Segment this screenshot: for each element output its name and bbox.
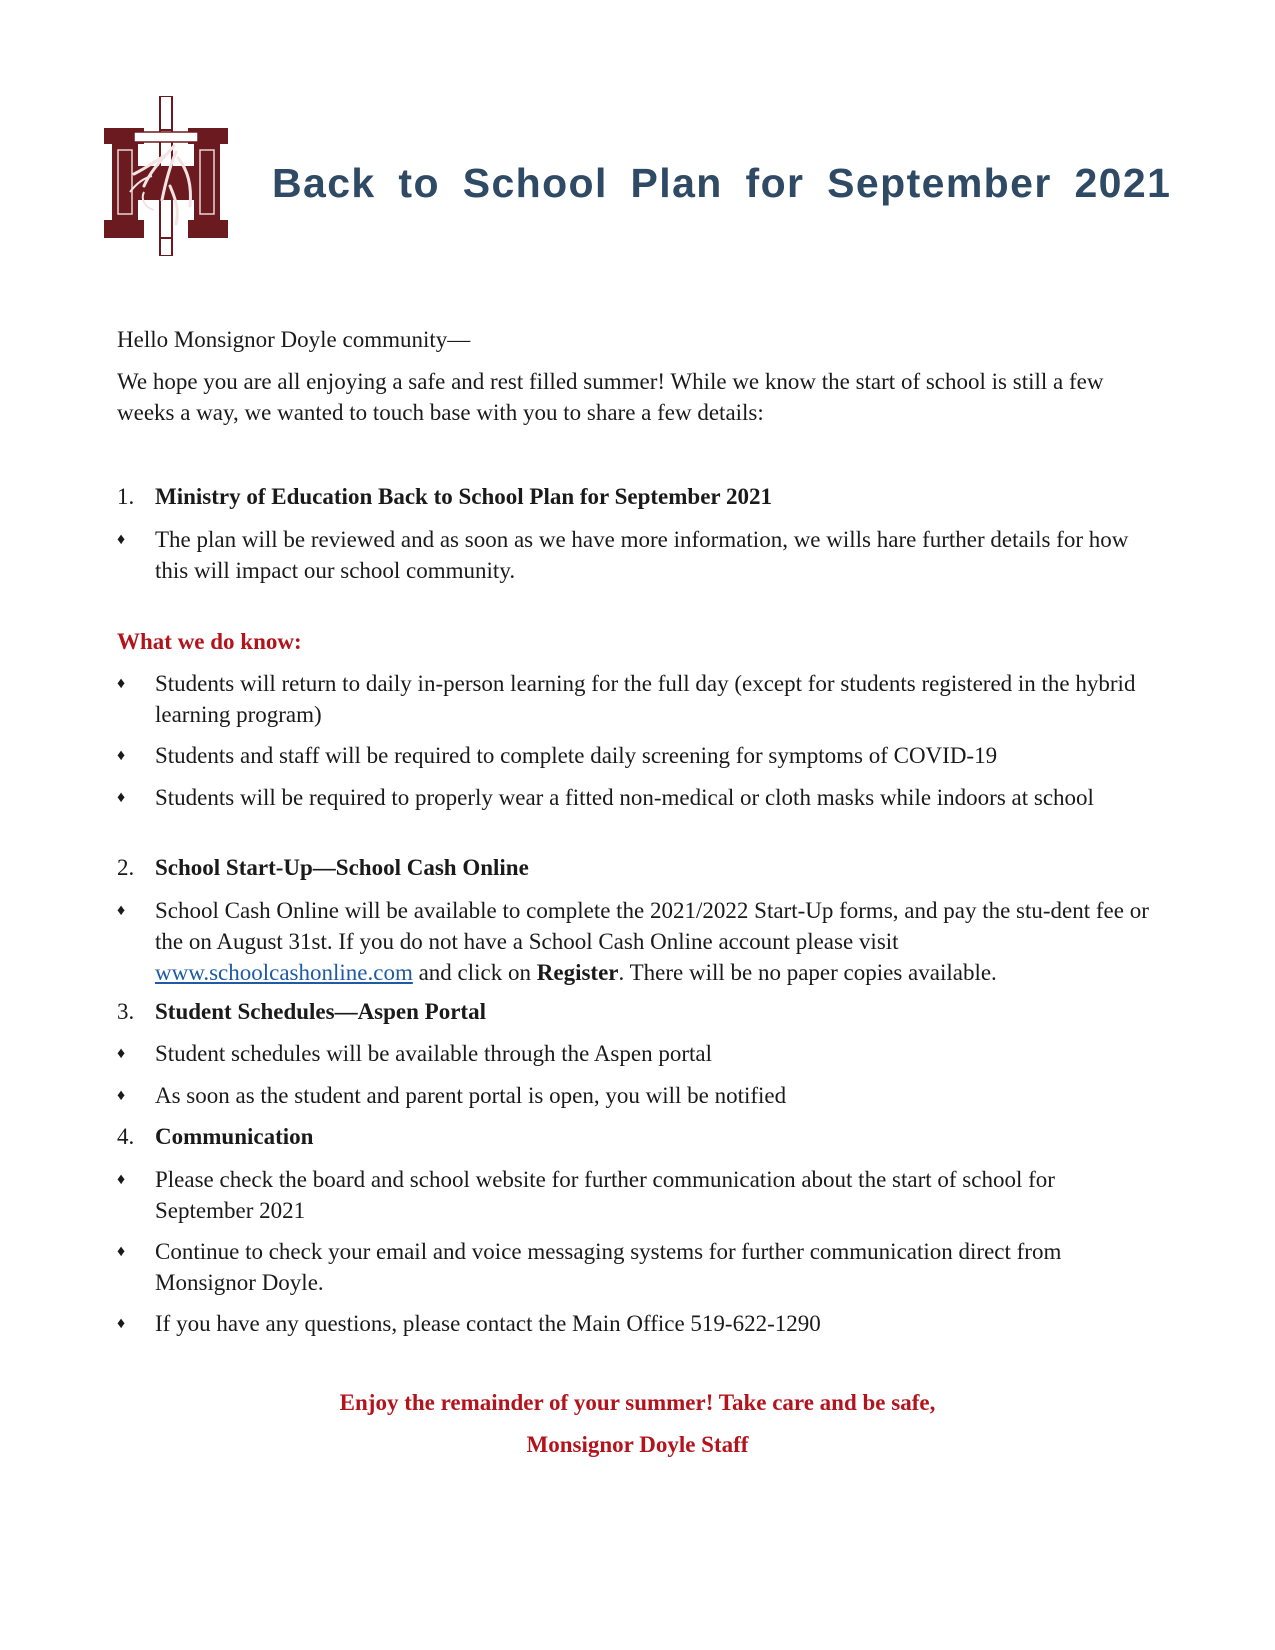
bullet-icon: ♦ (117, 675, 126, 692)
bullet-icon: ♦ (117, 789, 126, 806)
list-item (155, 895, 1157, 988)
list-item-text: School Cash Online will be available to complete the 2021/2022 Start-Up forms, and pay the stu-dent fee or the on August 31st. If you do not have a School Cash Online account please visit (155, 898, 1149, 954)
bullet-icon: ♦ (117, 1045, 126, 1062)
list-item: Continue to check your email and voice messaging systems for further communication direct from Monsignor Doyle. (155, 1239, 1062, 1295)
register-emphasis: Register (536, 960, 619, 985)
section-number: 1. (117, 484, 135, 509)
section-heading: Ministry of Education Back to School Plan for September 2021 (155, 484, 772, 509)
list-item: If you have any questions, please contact the Main Office 519-622-1290 (155, 1311, 821, 1336)
list-item: Please check the board and school website for further communication about the start of school for September 2021 (155, 1167, 1055, 1223)
list-item: The plan will be reviewed and as soon as we have more information, we wills hare further details for how this will impact our school community. (155, 527, 1129, 583)
school-cash-online-link[interactable]: www.schoolcashonline.com (155, 960, 413, 985)
section-number: 2. (117, 855, 135, 880)
list-item-text: . There will be no paper copies available. (618, 960, 997, 985)
intro-paragraph: We hope you are all enjoying a safe and rest filled summer! While we know the start of school is still a few weeks a way, we wanted to touch base with you to share a few details: (117, 369, 1104, 425)
bullet-icon: ♦ (117, 1315, 126, 1332)
list-item: Students will be required to properly wear a fitted non-medical or cloth masks while indoors at school (155, 785, 1094, 810)
list-item: Students and staff will be required to complete daily screening for symptoms of COVID-19 (155, 743, 998, 768)
section-heading: Student Schedules—Aspen Portal (155, 999, 486, 1024)
closing-signature: Monsignor Doyle Staff (526, 1432, 749, 1457)
section-number: 3. (117, 999, 135, 1024)
greeting: Hello Monsignor Doyle community— (117, 327, 471, 352)
section-heading: School Start-Up—School Cash Online (155, 855, 529, 880)
list-item: As soon as the student and parent portal is open, you will be notified (155, 1083, 787, 1108)
list-item: Students will return to daily in-person learning for the full day (except for students registered in the hybrid learning program) (155, 671, 1136, 727)
page-title: Back to School Plan for September 2021 (272, 160, 1172, 206)
bullet-icon: ♦ (117, 902, 126, 919)
bullet-icon: ♦ (117, 1087, 126, 1104)
bullet-icon: ♦ (117, 531, 126, 548)
closing-line: Enjoy the remainder of your summer! Take care and be safe, (339, 1390, 936, 1415)
section-number: 4. (117, 1124, 135, 1149)
school-crest-icon (104, 96, 228, 256)
bullet-icon: ♦ (117, 1243, 126, 1260)
bullet-icon: ♦ (117, 747, 126, 764)
list-item-text: and click on (412, 960, 537, 985)
bullet-icon: ♦ (117, 1171, 126, 1188)
section-subheading: What we do know: (117, 629, 302, 654)
list-item: Student schedules will be available through the Aspen portal (155, 1041, 712, 1066)
section-heading: Communication (155, 1124, 314, 1149)
